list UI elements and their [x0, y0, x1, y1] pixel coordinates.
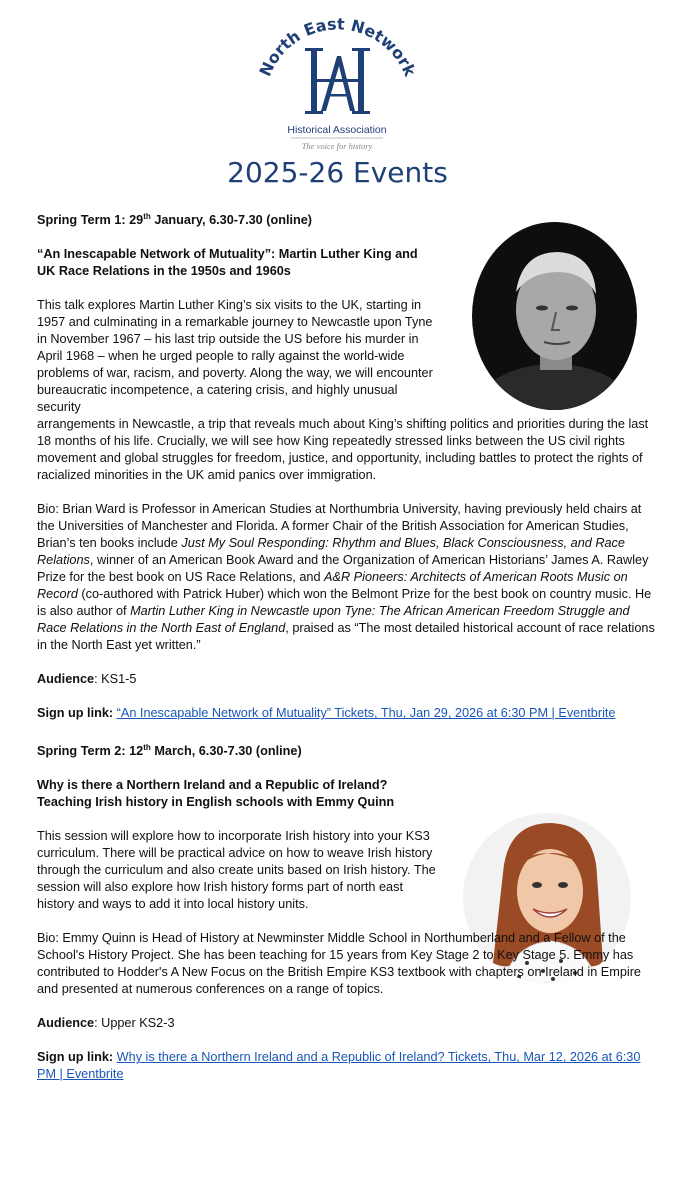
event-1-signup: Sign up link: “An Inescapable Network of Mutuality” Tickets, Thu, Jan 29, 2026 at 6:30 PM | Eventbrite [37, 706, 616, 721]
event-2-signup-link[interactable]: Why is there a Northern Ireland and a Republic of Ireland? Tickets, Thu, Mar 12, 2026 at 6:30 PM | Eventbrite [37, 1050, 641, 1082]
event-1-audience: Audience: KS1-5 [37, 672, 137, 687]
page-title: 2025-26 Events [227, 156, 448, 189]
event-2-description: This session will explore how to incorporate Irish history into your KS3 curriculum. There will be practical advice on how to weave Irish history through the curriculum and also create units based on Irish history. The session will also explore how Irish history forms part of north east history and ways to add it into local history units. [37, 829, 436, 912]
historical-association-logo [255, 4, 420, 154]
header [0, 0, 675, 200]
event-1-signup-link[interactable]: “An Inescapable Network of Mutuality” Tickets, Thu, Jan 29, 2026 at 6:30 PM | Eventbrite [116, 706, 616, 721]
event-2-signup: Sign up link: Why is there a Northern Ireland and a Republic of Ireland? Tickets, Thu, Mar 12, 2026 at 6:30 PM | Eventbrite [37, 1050, 641, 1082]
event-2-audience: Audience: Upper KS2-3 [37, 1016, 175, 1031]
event-1-bio: Bio: Brian Ward is Professor in American Studies at Northumbria University, having previously held chairs at the Universities of Manchester and Florida. A former Chair of the British Association for American Studies, Brian’s ten books include Just My Soul Responding: Rhythm and Blues, Black Consciousness, and Race Relations, winner of an American Book Award and the Organization of American Historians’ James A. Rawley Prize for the best book on US Race Relations, and A&R Pioneers: Architects of American Roots Music on Record (co-authored with Patrick Huber) which won the Belmont Prize for the best book on country music. He is also author of Martin Luther King in Newcastle upon Tyne: The African American Freedom Struggle and Race Relations in the North East of England, praised as “The most detailed historical account of race relations in the North East yet written.” [37, 502, 655, 653]
events-content [37, 208, 662, 1100]
logo-org-name: Historical Association [287, 124, 387, 136]
event-1-title: “An Inescapable Network of Mutuality”: Martin Luther King and UK Race Relations in the 1950s and 1960s [37, 247, 418, 279]
event-2-term-heading: Spring Term 2: 12th March, 6.30-7.30 (online) [37, 743, 302, 759]
event-1-description: This talk explores Martin Luther King’s six visits to the UK, starting in 1957 and culminating in a remarkable journey to Newcastle upon Tyne in November 1967 – his last trip outside the US before his murder in April 1968 – when he urged people to rally against the world-wide problems of war, racism, and poverty. Along the way, we will encounter bureaucratic incompetence, a catering crisis, and highly unusual security [37, 298, 433, 415]
logo-arc-text: North East Network [255, 14, 420, 80]
event-1-term-heading: Spring Term 1: 29th January, 6.30-7.30 (online) [37, 212, 313, 228]
event-1-description-cont: arrangements in Newcastle, a trip that reveals much about King’s shifting politics and priorities during the last 18 months of his life. Crucially, we will see how King repeatedly stressed links between the US civil rights movement and global struggles for freedom, justice, and opportunity, including battles to protect the rights of racialized minorities in the UK amid panics over immigration. [37, 417, 649, 483]
event-2-bio: Bio: Emmy Quinn is Head of History at Newminster Middle School in Northumberland and a Fellow of the School's History Project. She has been teaching for 15 years from Key Stage 2 to Key Stage 5. Emmy has contributed to Hodder's A New Focus on the British Empire KS3 textbook with chapters on Ireland in Empire and presented at numerous conferences on a range of topics. [37, 931, 641, 997]
event-2-title: Why is there a Northern Ireland and a Republic of Ireland? Teaching Irish history in English schools with Emmy Quinn [37, 778, 395, 810]
logo-tagline: The voice for history [301, 141, 373, 151]
